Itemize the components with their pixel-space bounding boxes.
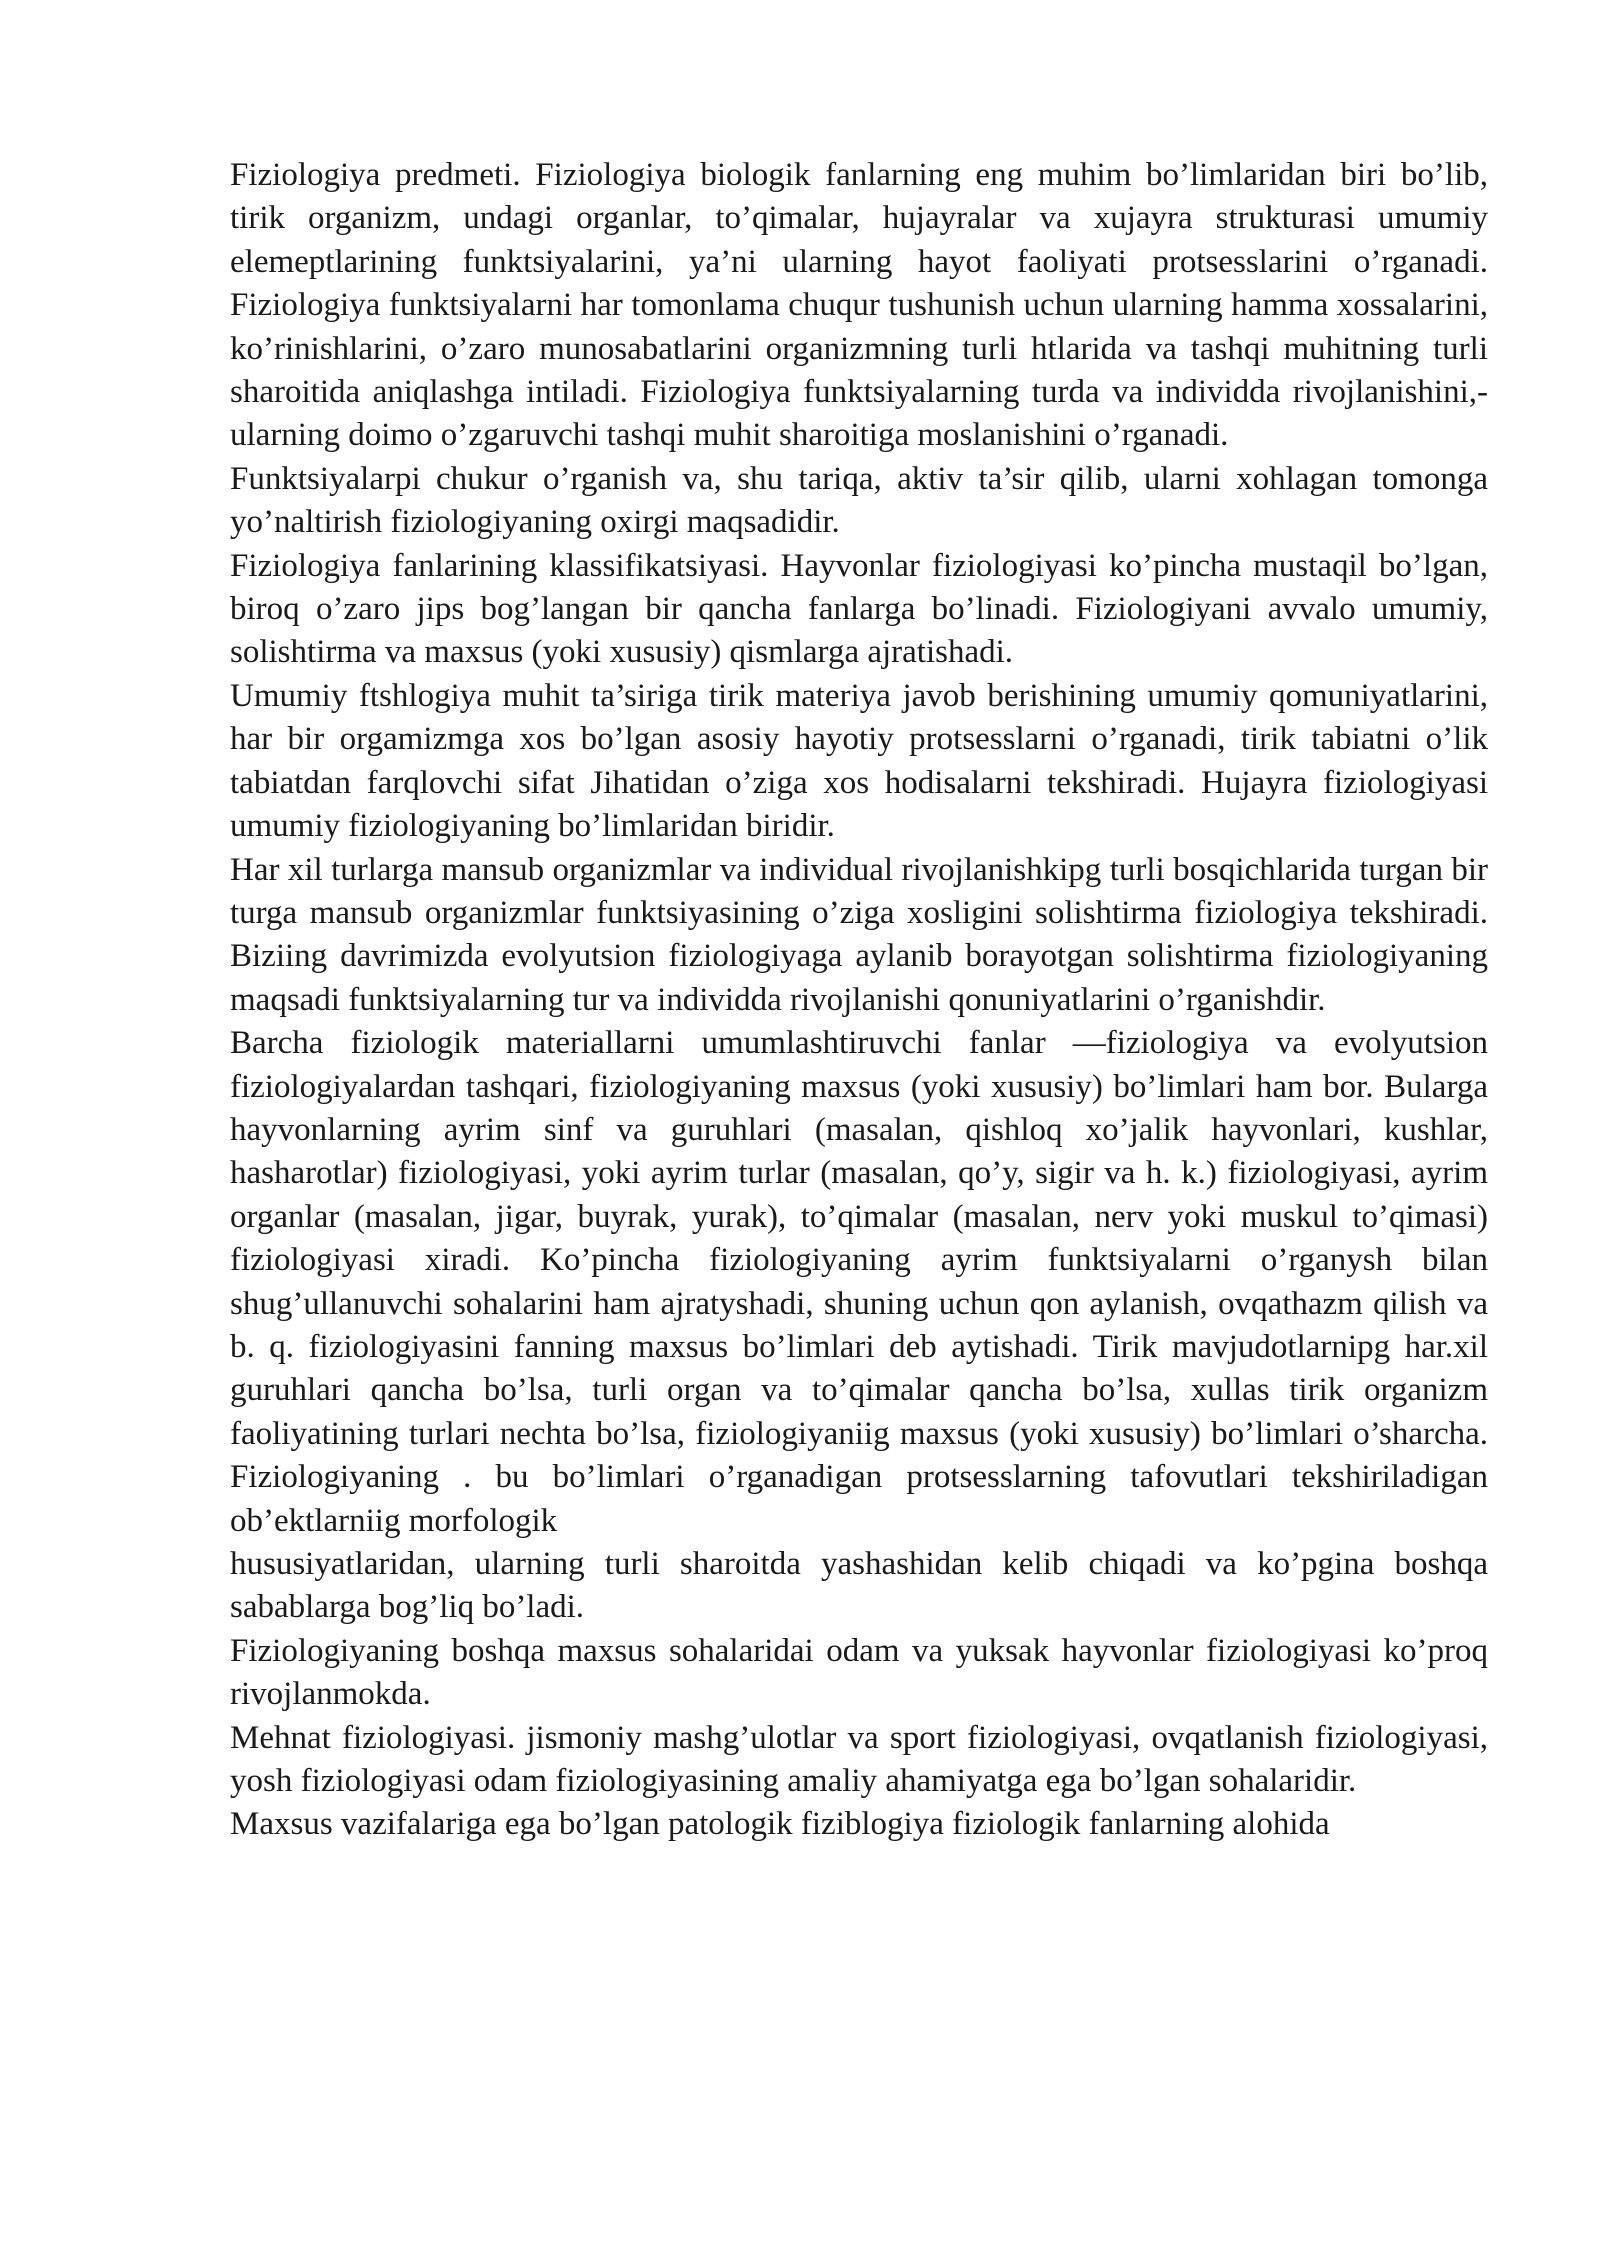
- paragraph-solishtirma: Har xil turlarga mansub organizmlar va individual rivojlanishkipg turli bosqichlarida turgan bir turga mansub organizmlar funktsiyasining o’ziga xosligini solishtirma fiziologiya tekshiradi. Biziing davrimizda evolyutsion fiziologiyaga aylanib borayotgan solishtirma fiziologiyaning maqsadi funktsiyalarning tur va individda rivojlanishi qonuniyatlarini o’rganishdir.: [230, 851, 1488, 1018]
- paragraph-predmeti: Fiziologiya predmeti. Fiziologiya biologik fanlarning eng muhim bo’limlaridan biri bo’lib, tirik organizm, undagi organlar, to’qimalar, hujayralar va xujayra strukturasi umumiy elemeptlarining funktsiyalarini, ya’ni ularning hayot faoliyati protsesslarini o’rganadi. Fiziologiya funktsiyalarni har tomonlama chuqur tushunish uchun ularning hamma xossalarini, ko’rinishlarini, o’zaro munosabatlarini organizmning turli htlarida va tashqi muhitning turli sharoitida aniqlashga intiladi. Fiziologiya funktsiyalarning turda va individda rivojlanishini,- ularning doimo o’zgaruvchi tashqi muhit sharoitiga moslanishini o’rganadi.: [230, 157, 1488, 454]
- paragraph-hususiyatlar: hususiyatlaridan, ularning turli sharoitda yashashidan kelib chiqadi va ko’pgina boshqa sabablarga bog’liq bo’ladi.: [230, 1546, 1488, 1626]
- paragraph-umumiy: Umumiy ftshlogiya muhit ta’siriga tirik materiya javob berishining umumiy qomuniyatlarini, har bir orgamizmga xos bo’lgan asosiy hayotiy protsesslarni o’rganadi, tirik tabiatni o’lik tabiatdan farqlovchi sifat Jihatidan o’ziga xos hodisalarni tekshiradi. Hujayra fiziologiyasi umumiy fiziologiyaning bo’limlaridan biridir.: [230, 677, 1488, 845]
- document-page: [230, 154, 1488, 1847]
- paragraph-maxsus: Barcha fiziologik materiallarni umumlashtiruvchi fanlar —fiziologiya va evolyutsion fiziologiyalardan tashqari, fiziologiyaning maxsus (yoki xususiy) bo’limlari ham bor. Bularga hayvonlarning ayrim sinf va guruhlari (masalan, qishloq xo’jalik hayvonlari, kushlar, hasharotlar) fiziologiyasi, yoki ayrim turlar (masalan, qo’y, sigir va h. k.) fiziologiyasi, ayrim organlar (masalan, jigar, buyrak, yurak), to’qimalar (masalan, nerv yoki muskul to’qimasi) fiziologiyasi xiradi. Ko’pincha fiziologiyaning ayrim funktsiyalarni o’rganysh bilan shug’ullanuvchi sohalarini ham ajratyshadi, shuning uchun qon aylanish, ovqathazm qilish va b. q. fiziologiyasini fanning maxsus bo’limlari deb aytishadi. Tirik mavjudotlarnipg har.xil guruhlari qancha bo’lsa, turli organ va to’qimalar qancha bo’lsa, xullas tirik organizm faoliyatining turlari nechta bo’lsa, fiziologiyaniig maxsus (yoki xususiy) bo’limlari o’sharcha. Fiziologiyaning . bu bo’limlari o’rganadigan protsesslarning tafovutlari tekshiriladigan ob’ektlarniig morfologik: [230, 1025, 1488, 1539]
- paragraph-klassifikatsiya: Fiziologiya fanlarining klassifikatsiyasi. Hayvonlar fiziologiyasi ko’pincha mustaqil bo’lgan, biroq o’zaro jips bog’langan bir qancha fanlarga bo’linadi. Fiziologiyani avvalo umumiy, solishtirma va maxsus (yoki xususiy) qismlarga ajratishadi.: [230, 547, 1488, 671]
- paragraph-mehnat: Mehnat fiziologiyasi. jismoniy mashg’ulotlar va sport fiziologiyasi, ovqatlanish fiziologiyasi, yosh fiziologiyasi odam fiziologiyasining amaliy ahamiyatga ega bo’lgan sohalaridir.: [230, 1719, 1488, 1800]
- paragraph-patologik: Maxsus vazifalariga ega bo’lgan patologik fiziblogiya fiziologik fanlarning alohida: [230, 1806, 1330, 1843]
- paragraph-odam-fiziologiyasi: Fiziologiyaning boshqa maxsus sohalaridai odam va yuksak hayvonlar fiziologiyasi ko’proq rivojlanmokda.: [230, 1632, 1488, 1713]
- paragraph-maqsad: Funktsiyalarpi chukur o’rganish va, shu tariqa, aktiv ta’sir qilib, ularni xohlagan tomonga yo’naltirish fiziologiyaning oxirgi maqsadidir.: [230, 460, 1488, 541]
